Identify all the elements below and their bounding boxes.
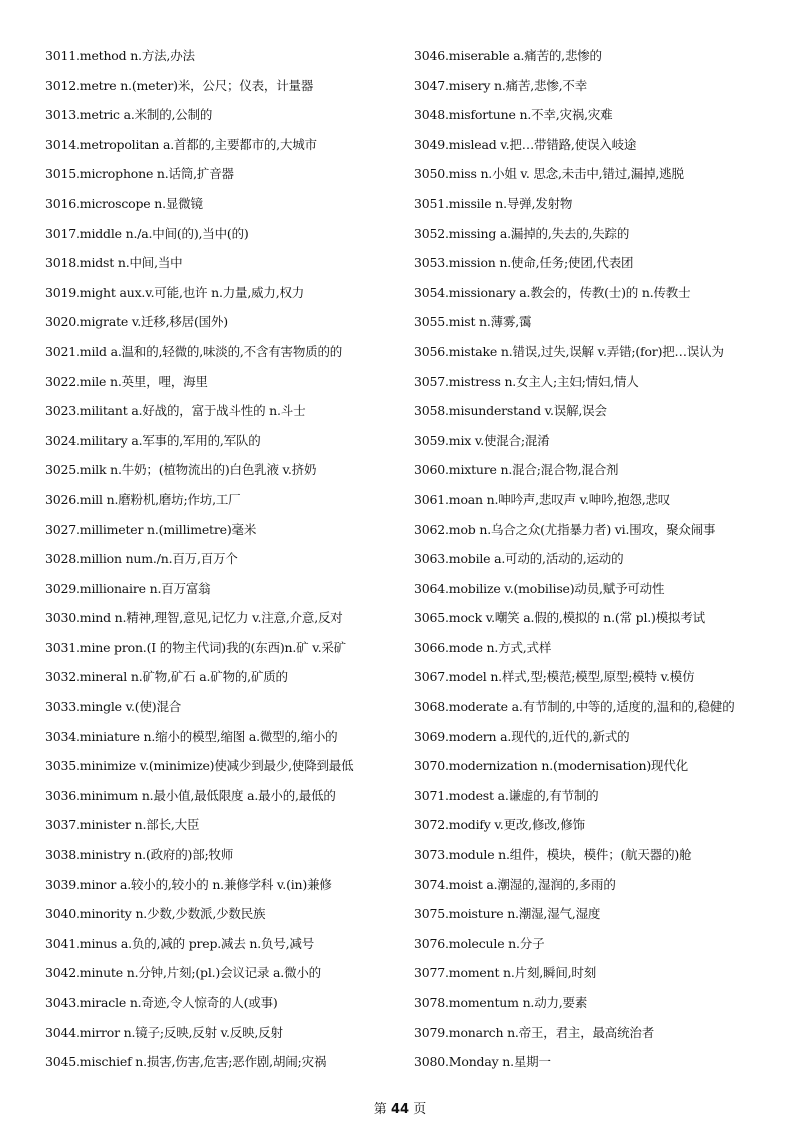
- vocab-entry: 3049.mislead v.把…带错路,使误入岐途: [414, 136, 637, 152]
- vocab-entry: 3060.mixture n.混合;混合物,混合剂: [414, 462, 619, 478]
- left-column: [45, 46, 405, 1082]
- vocab-entry: 3013.metric a.米制的,公制的: [45, 107, 213, 123]
- vocab-entry: 3022.mile n.英里，哩，海里: [45, 373, 208, 389]
- vocab-entry: 3063.mobile a.可动的,活动的,运动的: [414, 551, 624, 567]
- vocab-entry: 3040.minority n.少数,少数派,少数民族: [45, 906, 266, 922]
- vocab-entry: 3021.mild a.温和的,轻微的,味淡的,不含有害物质的的: [45, 343, 343, 359]
- vocab-entry: 3078.momentum n.动力,要素: [414, 995, 588, 1010]
- vocab-entry: 3023.militant a.好战的，富于战斗性的 n.斗士: [45, 403, 306, 419]
- vocab-entry: 3034.miniature n.缩小的模型,缩图 a.微型的,缩小的: [45, 728, 338, 744]
- vocab-entry: 3074.moist a.潮湿的,湿润的,多雨的: [414, 876, 616, 892]
- vocab-entry: 3043.miracle n.奇迹,令人惊奇的人(或事): [45, 995, 278, 1010]
- vocab-entry: 3059.mix v.使混合;混淆: [414, 432, 550, 448]
- vocab-entry: 3067.model n.样式,型;模范;模型,原型;模特 v.模仿: [414, 669, 695, 685]
- vocab-entry: 3014.metropolitan a.首都的,主要都市的,大城市: [45, 136, 317, 152]
- vocab-entry: 3051.missile n.导弹,发射物: [414, 195, 573, 211]
- vocab-entry: 3065.mock v.嘲笑 a.假的,模拟的 n.(常 pl.)模拟考试: [414, 610, 705, 626]
- vocab-entry: 3030.mind n.精神,理智,意见,记忆力 v.注意,介意,反对: [45, 610, 343, 626]
- vocab-entry: 3076.molecule n.分子: [414, 935, 545, 951]
- vocab-entry: 3020.migrate v.迁移,移居(国外): [45, 314, 228, 330]
- vocab-entry: 3068.moderate a.有节制的,中等的,适度的,温和的,稳健的: [414, 699, 735, 715]
- vocab-entry: 3044.mirror n.镜子;反映,反射 v.反映,反射: [45, 1024, 283, 1040]
- page-number: 44: [390, 1102, 410, 1117]
- vocab-entry: 3017.middle n./a.中间(的),当中(的): [45, 225, 249, 241]
- footer-prefix: 第: [373, 1102, 387, 1117]
- vocab-entry: 3069.modern a.现代的,近代的,新式的: [414, 728, 630, 744]
- vocab-entry: 3057.mistress n.女主人;主妇;情妇,情人: [414, 373, 639, 389]
- vocab-entry: 3016.microscope n.显微镜: [45, 195, 203, 211]
- right-column: [414, 46, 794, 1082]
- vocab-entry: 3070.modernization n.(modernisation)现代化: [414, 758, 688, 774]
- vocab-entry: 3072.modify v.更改,修改,修饰: [414, 817, 585, 833]
- vocab-entry: 3012.metre n.(meter)米，公尺；仪表，计量器: [45, 77, 314, 93]
- vocab-entry: 3075.moisture n.潮湿,湿气,湿度: [414, 906, 601, 922]
- vocab-entry: 3048.misfortune n.不幸,灾祸,灾难: [414, 107, 613, 123]
- vocab-entry: 3061.moan n.呻吟声,悲叹声 v.呻吟,抱怨,悲叹: [414, 491, 671, 507]
- vocab-entry: 3080.Monday n.星期一: [414, 1054, 551, 1070]
- vocab-entry: 3071.modest a.谦虚的,有节制的: [414, 787, 599, 803]
- page-footer: [0, 1098, 800, 1117]
- vocab-entry: 3018.midst n.中间,当中: [45, 255, 183, 271]
- vocab-entry: 3056.mistake n.错误,过失,误解 v.弄错;(for)把…误认为: [414, 343, 724, 359]
- vocab-entry: 3062.mob n.乌合之众(尤指暴力者) vi.围攻，聚众闹事: [414, 521, 716, 537]
- vocab-entry: 3045.mischief n.损害,伤害,危害;恶作剧,胡闹;灾祸: [45, 1054, 327, 1070]
- vocab-entry: 3066.mode n.方式,式样: [414, 639, 552, 655]
- vocab-entry: 3027.millimeter n.(millimetre)毫米: [45, 521, 257, 537]
- vocab-entry: 3046.miserable a.痛苦的,悲惨的: [414, 48, 602, 63]
- vocab-entry: 3053.mission n.使命,任务;使团,代表团: [414, 255, 634, 271]
- vocab-entry: 3015.microphone n.话筒,扩音器: [45, 166, 234, 182]
- vocab-entry: 3037.minister n.部长,大臣: [45, 817, 200, 833]
- vocab-entry: 3029.millionaire n.百万富翁: [45, 580, 211, 596]
- vocab-entry: 3073.module n.组件，模块，模件；(航天器的)舱: [414, 847, 692, 863]
- vocab-entry: 3058.misunderstand v.误解,误会: [414, 403, 607, 419]
- vocab-entry: 3047.misery n.痛苦,悲惨,不幸: [414, 77, 588, 93]
- vocab-entry: 3077.moment n.片刻,瞬间,时刻: [414, 965, 597, 981]
- vocab-entry: 3011.method n.方法,办法: [45, 48, 195, 63]
- vocab-entry: 3064.mobilize v.(mobilise)动员,赋予可动性: [414, 580, 665, 596]
- vocab-entry: 3039.minor a.较小的,较小的 n.兼修学科 v.(in)兼修: [45, 876, 332, 892]
- vocab-entry: 3050.miss n.小姐 v. 思念,未击中,错过,漏掉,逃脱: [414, 166, 684, 182]
- vocab-entry: 3025.milk n.牛奶；(植物流出的)白色乳液 v.挤奶: [45, 462, 317, 478]
- vocab-entry: 3038.ministry n.(政府的)部;牧师: [45, 847, 234, 863]
- vocab-entry: 3054.missionary a.教会的，传教(士)的 n.传教士: [414, 284, 691, 300]
- vocab-entry: 3035.minimize v.(minimize)使减少到最少,使降到最低: [45, 758, 354, 774]
- vocab-entry: 3041.minus a.负的,减的 prep.减去 n.负号,减号: [45, 935, 315, 951]
- vocab-entry: 3033.mingle v.(使)混合: [45, 699, 182, 715]
- vocab-entry: 3019.might aux.v.可能,也许 n.力量,威力,权力: [45, 284, 305, 300]
- footer-suffix: 页: [413, 1102, 427, 1117]
- vocab-entry: 3031.mine pron.(I 的物主代词)我的(东西)n.矿 v.采矿: [45, 639, 346, 655]
- vocab-entry: 3055.mist n.薄雾,霭: [414, 314, 532, 330]
- vocab-entry: 3026.mill n.磨粉机,磨坊;作坊,工厂: [45, 491, 241, 507]
- vocab-entry: 3042.minute n.分钟,片刻;(pl.)会议记录 a.微小的: [45, 965, 321, 981]
- vocab-entry: 3036.minimum n.最小值,最低限度 a.最小的,最低的: [45, 787, 336, 803]
- vocab-entry: 3032.mineral n.矿物,矿石 a.矿物的,矿质的: [45, 669, 288, 685]
- vocab-entry: 3028.million num./n.百万,百万个: [45, 551, 238, 567]
- vocab-entry: 3024.military a.军事的,军用的,军队的: [45, 432, 261, 448]
- vocab-entry: 3079.monarch n.帝王，君主，最高统治者: [414, 1024, 654, 1040]
- vocab-entry: 3052.missing a.漏掉的,失去的,失踪的: [414, 225, 630, 241]
